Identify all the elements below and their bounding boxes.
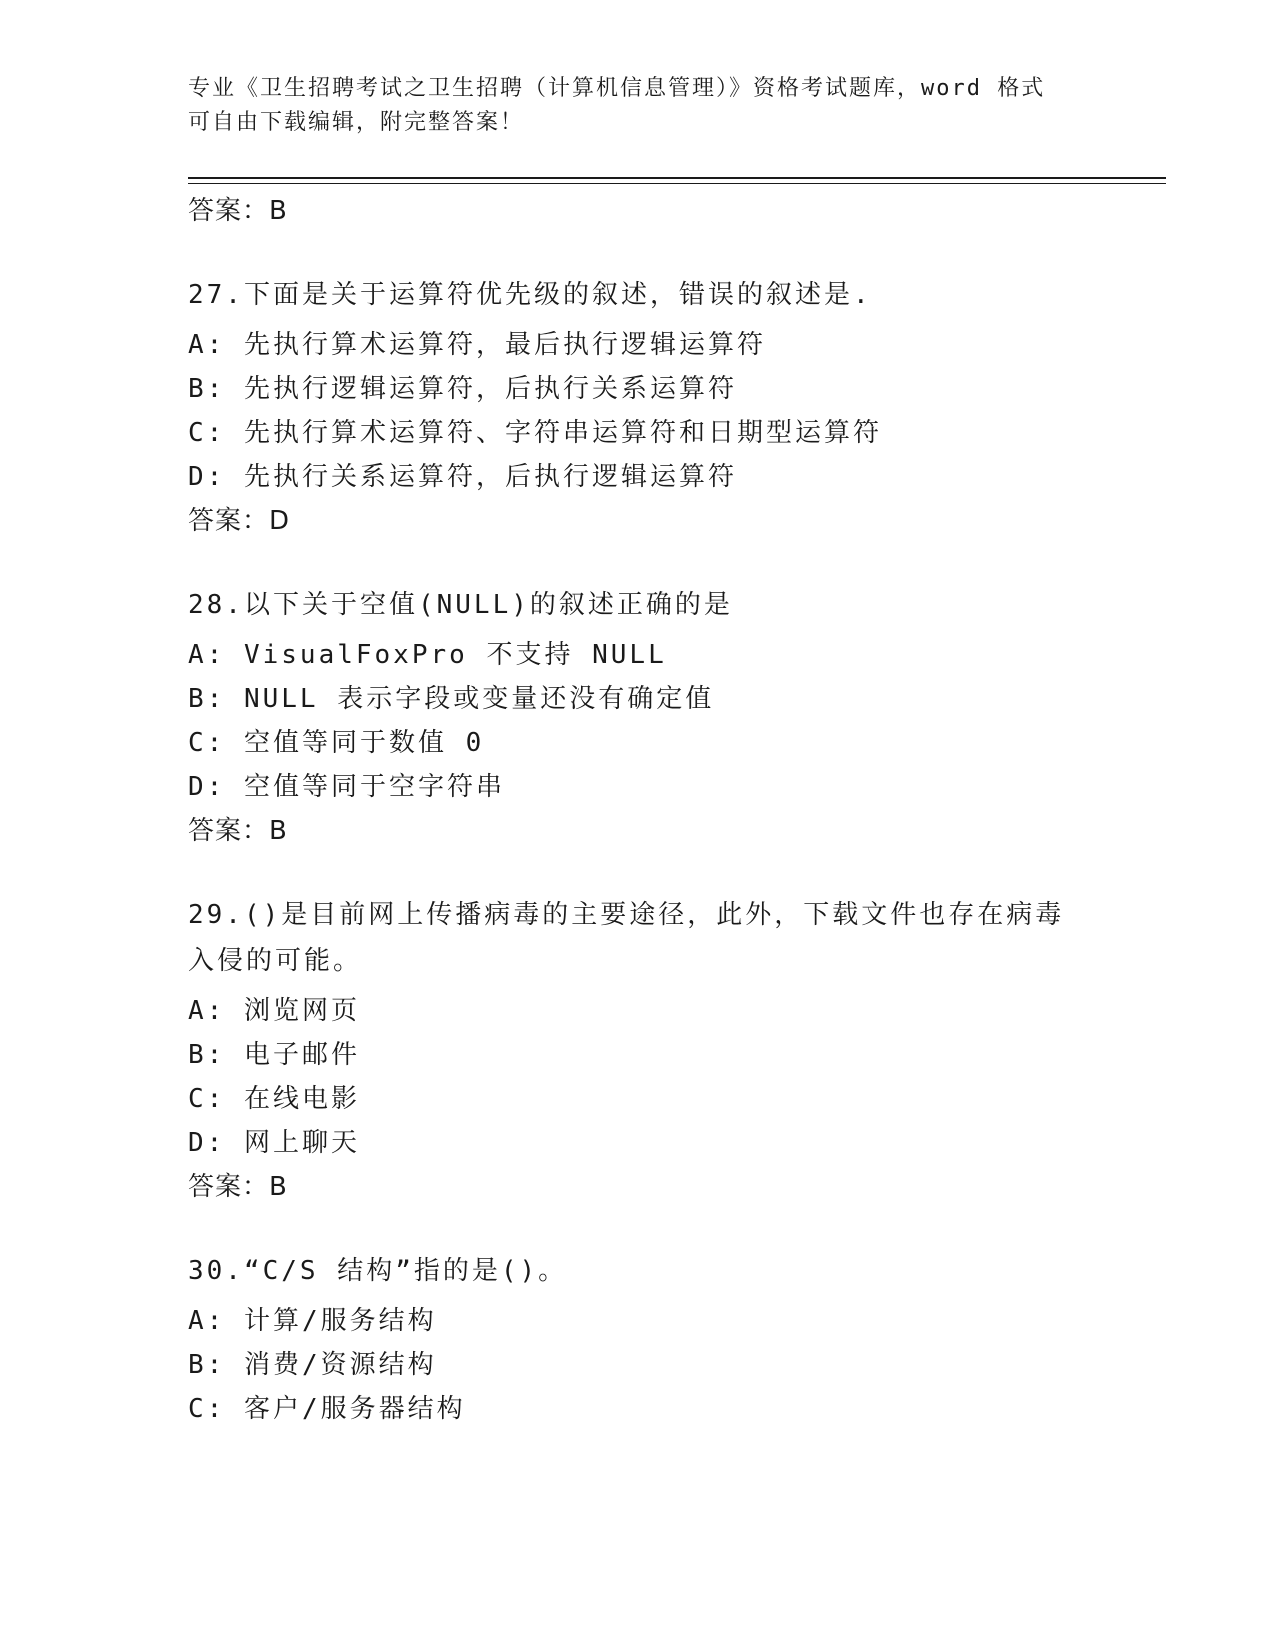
question-27-option-c: C: 先执行算术运算符、字符串运算符和日期型运算符 [188, 418, 882, 448]
question-28-answer: 答案：B [188, 816, 288, 846]
question-27-stem: 27.下面是关于运算符优先级的叙述，错误的叙述是. [188, 280, 872, 310]
question-27-option-a: A: 先执行算术运算符，最后执行逻辑运算符 [188, 330, 766, 360]
answer-prev: 答案：B [188, 196, 288, 226]
header-divider-thin [188, 183, 1166, 184]
header-divider-thick [188, 177, 1166, 179]
question-29-option-d: D: 网上聊天 [188, 1128, 360, 1158]
question-29-stem: 29.()是目前网上传播病毒的主要途径，此外，下载文件也存在病毒入侵的可能。 [188, 900, 1065, 976]
question-28-option-a: A: VisualFoxPro 不支持 NULL [188, 640, 667, 670]
question-28-option-d: D: 空值等同于空字符串 [188, 772, 505, 802]
question-29-option-b: B: 电子邮件 [188, 1040, 360, 1070]
question-28-stem: 28.以下关于空值(NULL)的叙述正确的是 [188, 590, 733, 620]
question-30-option-c: C: 客户/服务器结构 [188, 1394, 466, 1424]
question-30-option-a: A: 计算/服务结构 [188, 1306, 437, 1336]
question-30-option-b: B: 消费/资源结构 [188, 1350, 437, 1380]
question-29-answer: 答案：B [188, 1172, 288, 1202]
question-30-stem: 30.“C/S 结构”指的是()。 [188, 1256, 568, 1286]
header-line-1: 专业《卫生招聘考试之卫生招聘（计算机信息管理）》资格考试题库，word 格式 [188, 76, 1046, 101]
question-27-option-d: D: 先执行关系运算符，后执行逻辑运算符 [188, 462, 737, 492]
question-27-answer: 答案：D [188, 506, 291, 536]
question-27-option-b: B: 先执行逻辑运算符，后执行关系运算符 [188, 374, 737, 404]
document-header [188, 72, 1088, 140]
question-29-option-a: A: 浏览网页 [188, 996, 360, 1026]
question-28-option-b: B: NULL 表示字段或变量还没有确定值 [188, 684, 715, 714]
header-line-2: 可自由下载编辑，附完整答案！ [188, 110, 525, 135]
question-28-option-c: C: 空值等同于数值 0 [188, 728, 485, 758]
question-29-option-c: C: 在线电影 [188, 1084, 360, 1114]
